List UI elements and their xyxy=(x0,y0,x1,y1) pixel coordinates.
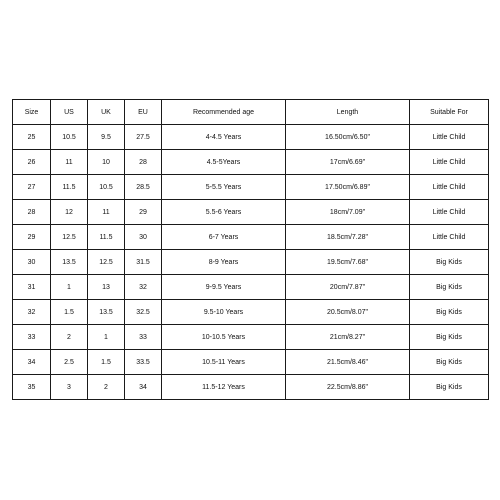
cell-us: 3 xyxy=(51,375,88,400)
cell-recommended-age: 8-9 Years xyxy=(162,250,286,275)
cell-length: 16.50cm/6.50" xyxy=(286,125,410,150)
table-row xyxy=(13,150,489,175)
cell-eu: 33 xyxy=(125,325,162,350)
cell-size: 28 xyxy=(13,200,51,225)
cell-eu: 30 xyxy=(125,225,162,250)
table-row xyxy=(13,125,489,150)
cell-size: 34 xyxy=(13,350,51,375)
header-recommended-age: Recommended age xyxy=(162,100,286,125)
cell-uk: 2 xyxy=(88,375,125,400)
cell-suitable-for: Little Child xyxy=(410,225,489,250)
cell-length: 21cm/8.27" xyxy=(286,325,410,350)
cell-uk: 11.5 xyxy=(88,225,125,250)
cell-size: 30 xyxy=(13,250,51,275)
cell-us: 11.5 xyxy=(51,175,88,200)
cell-length: 20.5cm/8.07" xyxy=(286,300,410,325)
cell-uk: 1 xyxy=(88,325,125,350)
cell-us: 2 xyxy=(51,325,88,350)
table-row xyxy=(13,300,489,325)
cell-eu: 33.5 xyxy=(125,350,162,375)
cell-size: 26 xyxy=(13,150,51,175)
cell-size: 35 xyxy=(13,375,51,400)
cell-suitable-for: Big Kids xyxy=(410,375,489,400)
cell-recommended-age: 5.5-6 Years xyxy=(162,200,286,225)
table-row xyxy=(13,375,489,400)
table-body xyxy=(13,125,489,400)
cell-uk: 13.5 xyxy=(88,300,125,325)
cell-eu: 27.5 xyxy=(125,125,162,150)
cell-eu: 29 xyxy=(125,200,162,225)
cell-suitable-for: Little Child xyxy=(410,200,489,225)
table-row xyxy=(13,325,489,350)
cell-suitable-for: Big Kids xyxy=(410,325,489,350)
cell-uk: 11 xyxy=(88,200,125,225)
header-length: Length xyxy=(286,100,410,125)
cell-uk: 9.5 xyxy=(88,125,125,150)
cell-size: 29 xyxy=(13,225,51,250)
cell-size: 33 xyxy=(13,325,51,350)
cell-us: 12 xyxy=(51,200,88,225)
cell-uk: 10 xyxy=(88,150,125,175)
table-row xyxy=(13,250,489,275)
cell-us: 13.5 xyxy=(51,250,88,275)
cell-size: 32 xyxy=(13,300,51,325)
cell-uk: 10.5 xyxy=(88,175,125,200)
cell-suitable-for: Little Child xyxy=(410,175,489,200)
cell-eu: 28.5 xyxy=(125,175,162,200)
cell-eu: 32 xyxy=(125,275,162,300)
header-row xyxy=(13,100,489,125)
cell-length: 17.50cm/6.89" xyxy=(286,175,410,200)
cell-us: 1 xyxy=(51,275,88,300)
header-suitable-for: Suitable For xyxy=(410,100,489,125)
header-eu: EU xyxy=(125,100,162,125)
cell-recommended-age: 4.5-5Years xyxy=(162,150,286,175)
cell-length: 21.5cm/8.46" xyxy=(286,350,410,375)
cell-recommended-age: 9.5-10 Years xyxy=(162,300,286,325)
cell-length: 18.5cm/7.28" xyxy=(286,225,410,250)
header-size: Size xyxy=(13,100,51,125)
cell-suitable-for: Little Child xyxy=(410,125,489,150)
cell-size: 25 xyxy=(13,125,51,150)
cell-recommended-age: 9-9.5 Years xyxy=(162,275,286,300)
cell-us: 1.5 xyxy=(51,300,88,325)
cell-suitable-for: Big Kids xyxy=(410,300,489,325)
cell-recommended-age: 4-4.5 Years xyxy=(162,125,286,150)
cell-size: 31 xyxy=(13,275,51,300)
cell-length: 20cm/7.87" xyxy=(286,275,410,300)
cell-recommended-age: 6-7 Years xyxy=(162,225,286,250)
table-row xyxy=(13,200,489,225)
cell-eu: 32.5 xyxy=(125,300,162,325)
cell-size: 27 xyxy=(13,175,51,200)
table-row xyxy=(13,225,489,250)
cell-length: 17cm/6.69" xyxy=(286,150,410,175)
table-row xyxy=(13,350,489,375)
table-row xyxy=(13,275,489,300)
cell-suitable-for: Big Kids xyxy=(410,275,489,300)
cell-uk: 12.5 xyxy=(88,250,125,275)
cell-eu: 31.5 xyxy=(125,250,162,275)
table-row xyxy=(13,175,489,200)
cell-uk: 13 xyxy=(88,275,125,300)
cell-us: 11 xyxy=(51,150,88,175)
cell-length: 19.5cm/7.68" xyxy=(286,250,410,275)
cell-suitable-for: Big Kids xyxy=(410,350,489,375)
cell-suitable-for: Little Child xyxy=(410,150,489,175)
cell-uk: 1.5 xyxy=(88,350,125,375)
cell-us: 12.5 xyxy=(51,225,88,250)
cell-eu: 28 xyxy=(125,150,162,175)
cell-us: 2.5 xyxy=(51,350,88,375)
cell-us: 10.5 xyxy=(51,125,88,150)
cell-length: 18cm/7.09" xyxy=(286,200,410,225)
cell-eu: 34 xyxy=(125,375,162,400)
cell-recommended-age: 5-5.5 Years xyxy=(162,175,286,200)
cell-suitable-for: Big Kids xyxy=(410,250,489,275)
table-header xyxy=(13,100,489,125)
cell-length: 22.5cm/8.86" xyxy=(286,375,410,400)
size-chart-table xyxy=(12,99,489,400)
cell-recommended-age: 11.5-12 Years xyxy=(162,375,286,400)
header-uk: UK xyxy=(88,100,125,125)
cell-recommended-age: 10.5-11 Years xyxy=(162,350,286,375)
header-us: US xyxy=(51,100,88,125)
cell-recommended-age: 10-10.5 Years xyxy=(162,325,286,350)
